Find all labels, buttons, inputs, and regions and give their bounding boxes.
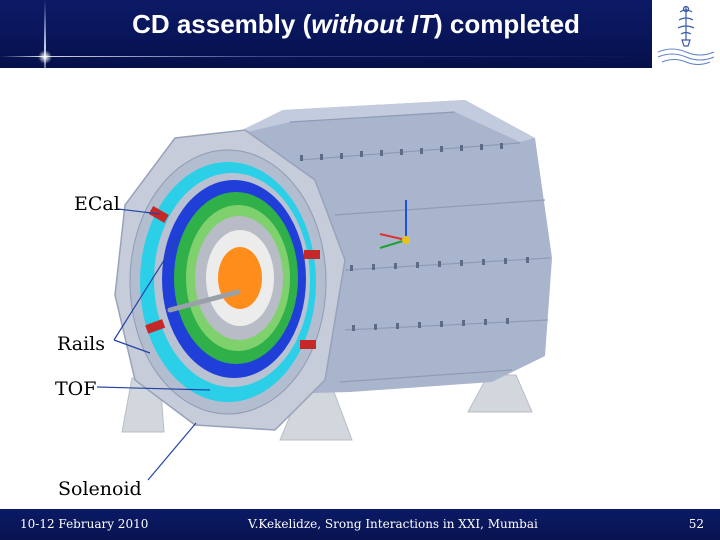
- sparkle-icon: [38, 50, 52, 64]
- institute-logo: [652, 0, 720, 68]
- label-ecal: ECal: [74, 193, 120, 215]
- label-rails: Rails: [57, 333, 105, 355]
- footer-date: 10-12 February 2010: [20, 517, 149, 531]
- label-solenoid: Solenoid: [58, 478, 142, 500]
- title-decoration-rule: [0, 56, 652, 57]
- slide-title: CD assembly (without IT) completed: [132, 9, 580, 39]
- beam-core: [218, 247, 262, 309]
- page-number: 52: [688, 517, 704, 531]
- slide-footer: [0, 509, 720, 540]
- footer-author: V.Kekelidze, Srong Interactions in XXI, Mumbai: [248, 517, 538, 531]
- detector-render: [0, 70, 720, 490]
- label-tof: TOF: [55, 378, 97, 400]
- title-bar: [0, 0, 652, 68]
